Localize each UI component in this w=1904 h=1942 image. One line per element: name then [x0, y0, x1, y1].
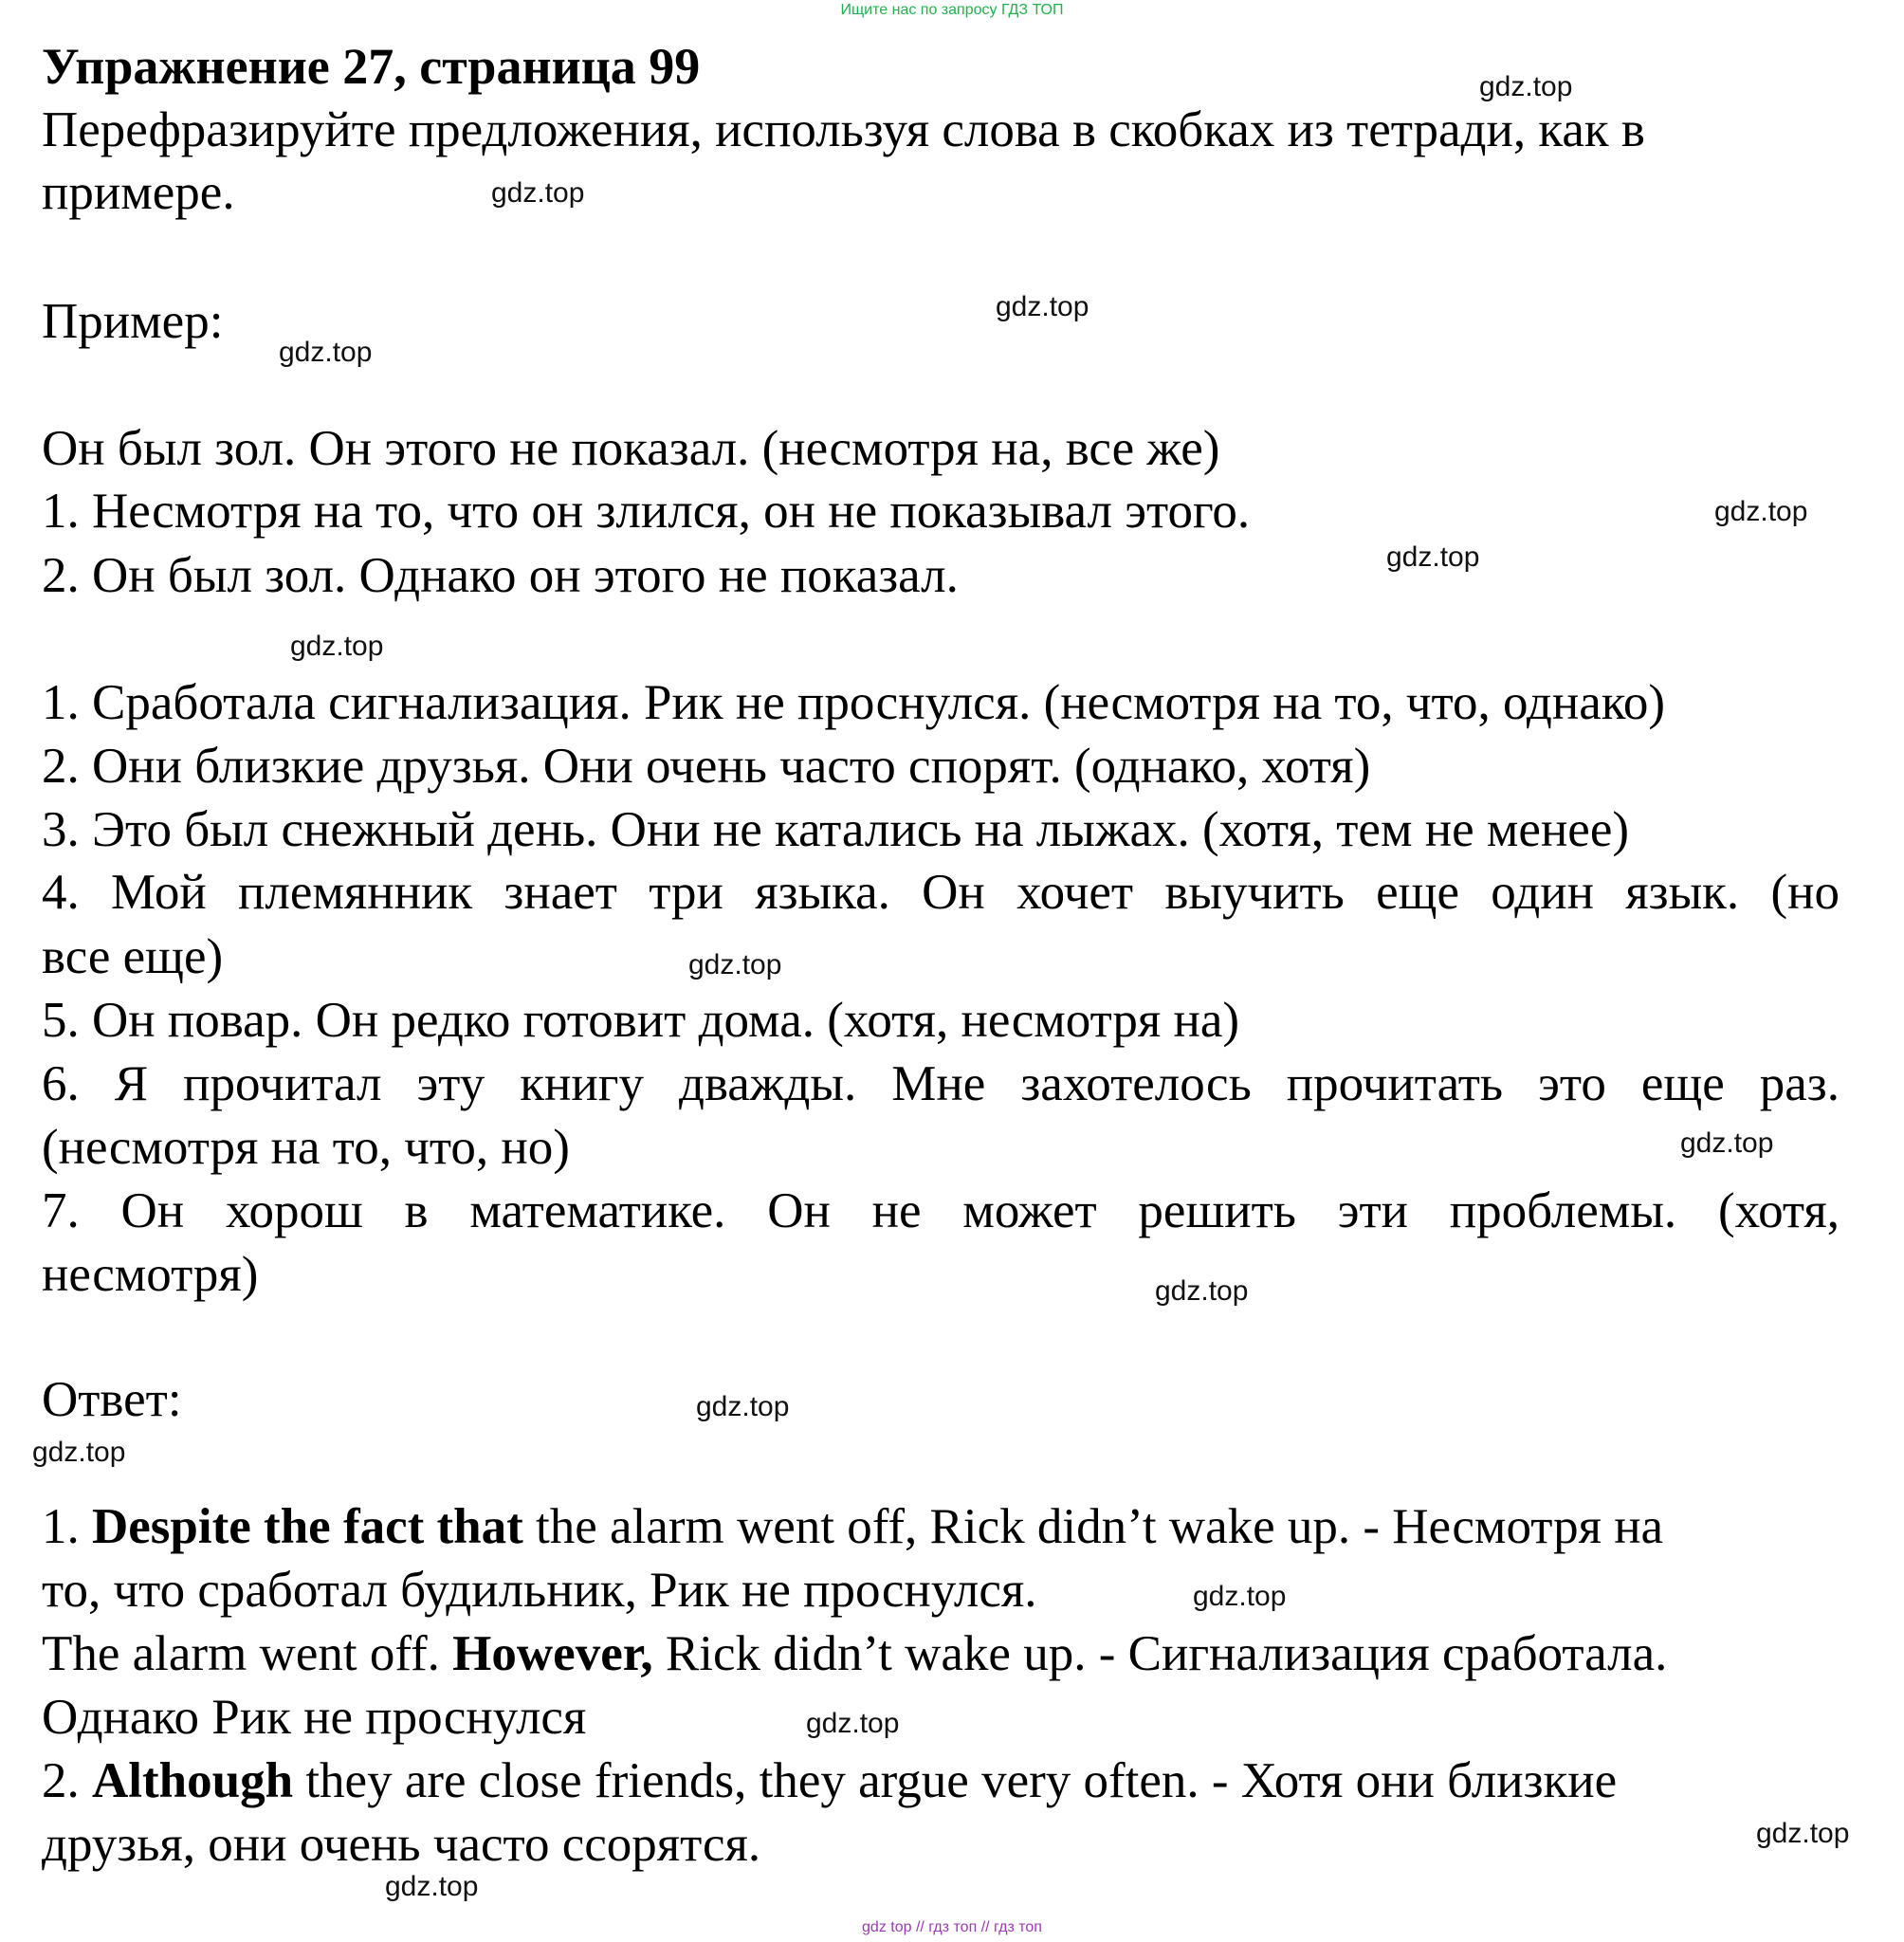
task-6-line-2: (несмотря на то, что, но) [42, 1120, 570, 1175]
answer-label: Ответ: [42, 1372, 182, 1427]
answer-1b-keyword: However, [452, 1626, 653, 1681]
watermark: gdz.top [1680, 1127, 1774, 1159]
watermark: gdz.top [1479, 71, 1573, 102]
answer-2-line-1 [42, 1750, 1843, 1812]
answer-1-keyword: Despite the fact that [92, 1499, 523, 1554]
watermark: gdz.top [279, 337, 373, 368]
example-line-0: Он был зол. Он этого не показал. (несмотря на, все же) [42, 421, 1220, 476]
watermark: gdz.top [696, 1391, 790, 1422]
task-6-line-1: 6. Я прочитал эту книгу дважды. Мне захотелось прочитать это еще раз. [42, 1056, 1840, 1111]
answer-2-keyword: Although [92, 1753, 294, 1808]
answer-1-number: 1. [42, 1499, 92, 1554]
answer-1b-text: Rick didn’t wake up. - Сигнализация сработала. [652, 1626, 1668, 1681]
watermark: gdz.top [1756, 1818, 1850, 1849]
top-banner[interactable]: Ищите нас по запросу ГДЗ ТОП [840, 2, 1064, 18]
task-3: 3. Это был снежный день. Они не катались на лыжах. (хотя, тем не менее) [42, 802, 1630, 857]
watermark: gdz.top [385, 1871, 479, 1902]
answer-1-line-1 [42, 1495, 1843, 1558]
footer-links[interactable]: gdz top // гдз топ // гдз топ [862, 1919, 1042, 1935]
answer-2-number: 2. [42, 1753, 92, 1808]
watermark: gdz.top [290, 631, 384, 662]
answer-1-line-2: то, что сработал будильник, Рик не проснулся. [42, 1563, 1037, 1618]
answer-1b-line-2: Однако Рик не проснулся [42, 1690, 587, 1745]
task-7-line-1: 7. Он хорош в математике. Он не может решить эти проблемы. (хотя, [42, 1183, 1840, 1238]
task-2: 2. Они близкие друзья. Они очень часто спорят. (однако, хотя) [42, 739, 1371, 794]
answer-1-text: the alarm went off, Rick didn’t wake up. - Несмотря на [522, 1499, 1664, 1554]
watermark: gdz.top [996, 291, 1089, 322]
example-label: Пример: [42, 294, 224, 349]
watermark: gdz.top [32, 1437, 126, 1468]
answer-2-line-2: друзья, они очень часто ссорятся. [42, 1817, 761, 1872]
task-5: 5. Он повар. Он редко готовит дома. (хотя, несмотря на) [42, 993, 1240, 1048]
watermark: gdz.top [688, 949, 782, 980]
answer-2-text: they are close friends, they argue very often. - Хотя они близкие [293, 1753, 1618, 1808]
task-1: 1. Сработала сигнализация. Рик не проснулся. (несмотря на то, что, однако) [42, 675, 1665, 730]
example-line-2: 2. Он был зол. Однако он этого не показал. [42, 548, 959, 603]
task-7-line-2: несмотря) [42, 1247, 259, 1302]
watermark: gdz.top [1193, 1581, 1287, 1612]
page-title: Упражнение 27, страница 99 [42, 38, 701, 95]
answer-1b-line-1 [42, 1622, 1843, 1685]
task-4-line-2: все еще) [42, 929, 224, 984]
watermark: gdz.top [1155, 1275, 1249, 1307]
watermark: gdz.top [806, 1708, 900, 1739]
instruction-line-2: примере. [42, 165, 235, 220]
example-line-1: 1. Несмотря на то, что он злился, он не показывал этого. [42, 484, 1251, 539]
instruction-line-1: Перефразируйте предложения, используя слова в скобках из тетради, как в [42, 102, 1645, 157]
task-4-line-1: 4. Мой племянник знает три языка. Он хочет выучить еще один язык. (но [42, 865, 1840, 920]
watermark: gdz.top [1386, 541, 1480, 573]
watermark: gdz.top [491, 177, 585, 209]
watermark: gdz.top [1714, 496, 1808, 527]
answer-1b-start: The alarm went off. [42, 1626, 453, 1681]
